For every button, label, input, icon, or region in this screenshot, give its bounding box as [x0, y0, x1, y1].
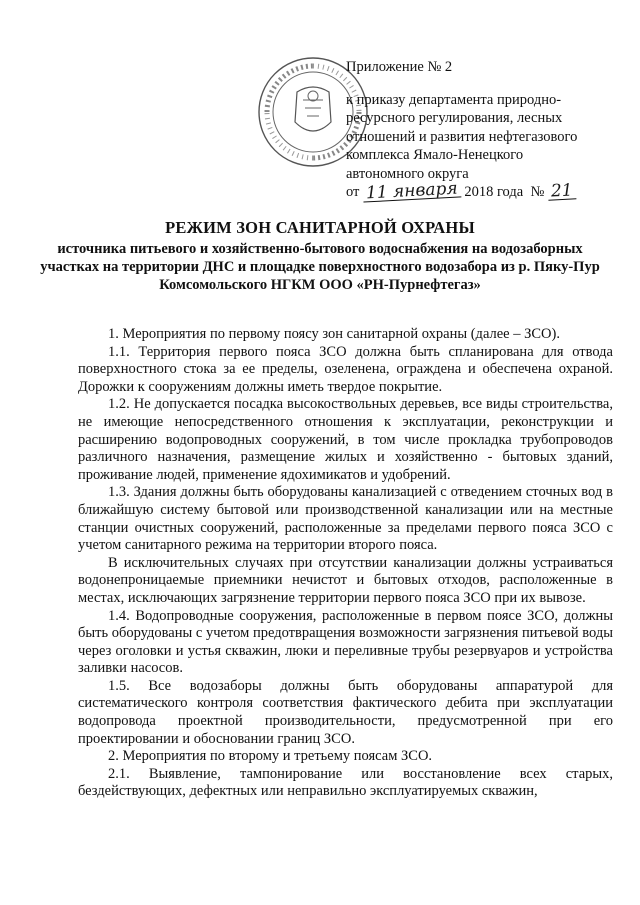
number-label: №	[530, 184, 545, 200]
paragraph: 1. Мероприятия по первому поясу зон санитарной охраны (далее – ЗСО).	[108, 326, 560, 342]
paragraph: 1.5. Все водозаборы должны быть оборудованы аппаратурой для систематического контроля соответствия фактического дебита при эксплуатации водопровода проектной производительности, предусмотренной при его проектировании и обосновании границ ЗСО.	[78, 677, 613, 747]
paragraph: 2.1. Выявление, тампонирование или восстановление всех старых, бездействующих, дефектных или неправильно эксплуатируемых скважин,	[78, 765, 613, 800]
paragraph: 1.4. Водопроводные сооружения, расположенные в первом поясе ЗСО, должны быть оборудованы с учетом предотвращения возможности загрязнения питьевой воды через оголовки и устья скважин, люки и переливные трубы резервуаров и устройства заливки насосов.	[78, 607, 613, 677]
appendix-line: отношений и развития нефтегазового	[346, 128, 578, 145]
appendix-line: автономного округа	[346, 165, 469, 182]
document-body	[78, 326, 613, 801]
paragraph: 2. Мероприятия по второму и третьему поясам ЗСО.	[108, 748, 433, 765]
appendix-header	[346, 58, 616, 202]
paragraph: 1.1. Территория первого пояса ЗСО должна быть спланирована для отвода поверхностного стока за ее пределы, озеленена, ограждена и обеспечена охраной. Дорожки к сооружениям должны иметь твердое покрытие.	[78, 343, 613, 395]
appendix-line: комплекса Ямало-Ненецкого	[346, 147, 524, 163]
appendix-line: ресурсного регулирования, лесных	[346, 110, 563, 126]
date-year: 2018 года	[464, 184, 524, 200]
date-prefix: от	[346, 184, 360, 200]
order-date-line	[346, 178, 616, 204]
paragraph: 1.2. Не допускается посадка высокоствольных деревьев, все виды строительства, не имеющие непосредственного отношения к эксплуатации, реконструкции и расширению водопроводных сооружений, в том числе прокладка трубопроводов различного назначения, размещение жилых и хозяйственно - бытовых зданий, проживание людей, применение ядохимикатов и удобрений.	[78, 396, 613, 483]
document-title	[40, 218, 600, 294]
handwritten-date: 11 января	[363, 180, 461, 202]
handwritten-number: 21	[547, 182, 575, 200]
title-subtitle: источника питьевого и хозяйственно-бытового водоснабжения на водозаборных участках на территории ДНС и площадке поверхностного водозабора из р. Пяку-Пур Комсомольского НГКМ ООО «РН-Пурнефтегаз»	[40, 241, 600, 293]
title-main: РЕЖИМ ЗОН САНИТАРНОЙ ОХРАНЫ	[165, 218, 475, 237]
appendix-line: к приказу департамента природно-	[346, 91, 562, 108]
appendix-number: Приложение № 2	[346, 59, 453, 75]
paragraph: В исключительных случаях при отсутствии канализации должны устраиваться водонепроницаемые приемники нечистот и бытовых отходов, расположенные в местах, исключающих загрязнение территории первого пояса ЗСО при их вывозе.	[78, 554, 613, 606]
paragraph: 1.3. Здания должны быть оборудованы канализацией с отведением сточных вод в ближайшую систему бытовой или производственной канализации или на местные станции очистных сооружений, расположенные за пределами первого пояса ЗСО с учетом санитарного режима на территории второго пояса.	[78, 484, 613, 554]
